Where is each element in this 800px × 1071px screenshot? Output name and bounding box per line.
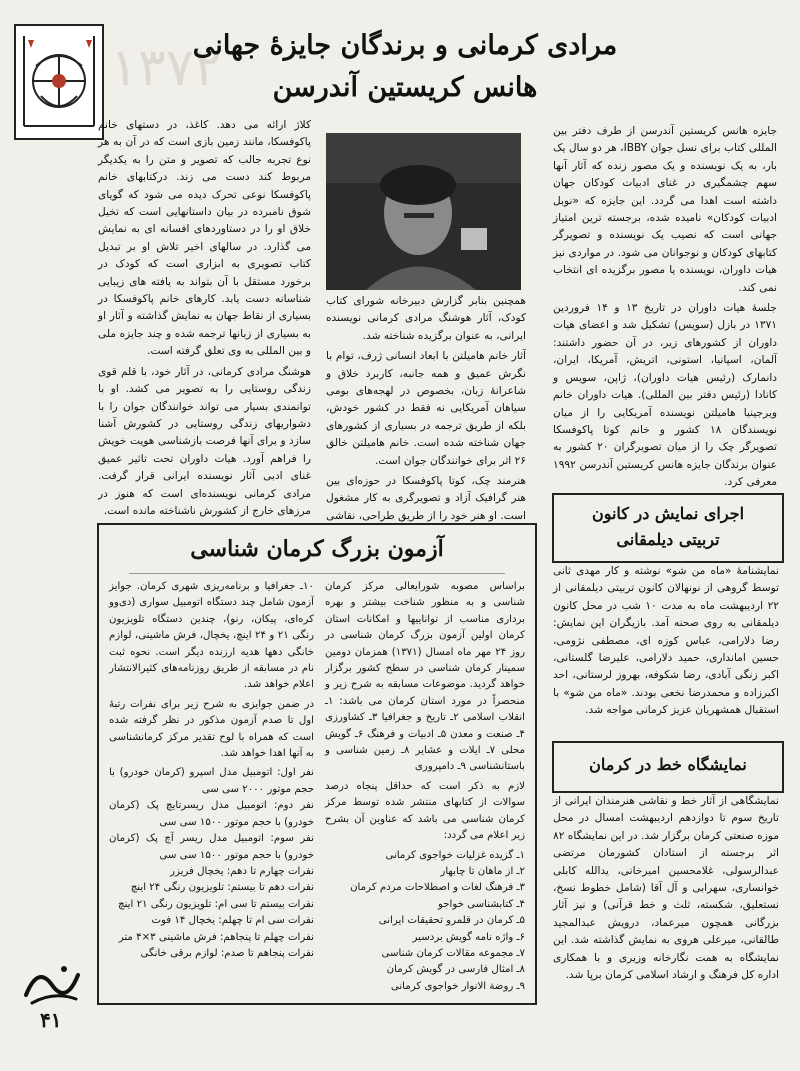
page-number: ۴۱ bbox=[40, 1008, 62, 1032]
book-list bbox=[325, 848, 525, 996]
calligraphy-article-body bbox=[553, 793, 779, 998]
list-item: ۱ـ گزیده غزلیات خواجوی کرمانی bbox=[385, 849, 525, 861]
column-middle bbox=[326, 293, 526, 522]
paragraph: ۱۰ـ جغرافیا و برنامه‌ریزی شهری کرمان. جوایز آزمون شامل چند دستگاه اتومبیل سواری (دی‌وو کره‌ای، پیکان، رنو)، چندین دستگاه تلویزیون رنگی ۲۱ و ۲۴ اینچ، یخچال، فرش ماشینی، لوازم خانگی دهها هدیه ارزنده دیگر است. نحوه ثبت نام در مسابقه از طریق روزنامه‌های کثیرالانتشار اعلام خواهد شد. bbox=[109, 581, 314, 691]
list-item: نفرات دهم تا بیستم: تلویزیون رنگی ۲۴ اینچ bbox=[130, 882, 314, 894]
list-item: ۳ـ فرهنگ لغات و اصطلاحات مردم کرمان bbox=[350, 882, 525, 894]
paragraph: در ضمن جوایزی به شرح زیر برای نفرات رتبۀ اول تا صدم آزمون مذکور در نظر گرفته شده است که همراه با لوح تقدیر مرکز کرمانشناسی به آنها اهدا خواهد شد. bbox=[109, 698, 314, 760]
list-item: نفر اول: اتومبیل مدل اسپرو (کرمان خودرو) با حجم موتور ۲۰۰۰ سی سی bbox=[109, 767, 314, 795]
background-numerals: ۱۳۷۲ bbox=[110, 38, 222, 98]
heading-box-play bbox=[552, 493, 784, 563]
list-item: ۶ـ واژه نامه گویش بردسیر bbox=[412, 931, 525, 943]
paragraph: آثار خانم هامیلتن با ابعاد انسانی ژرف، توام با نگرش عمیق و همه جانبه، کاربرد خلاق و شاعرانۀ زبان، بخصوص در لهجه‌های بومی سیاهان آمریکایی نه فقط در کشور خودش، بلکه از طریق ترجمه در بسیاری از کشورهای جهان شناخته شده است. خانم هامیلتن خالق ۲۶ اثر برای خوانندگان جوان است. bbox=[326, 350, 526, 467]
paragraph: نمایشنامۀ «ماه من شو» نوشته و کار مهدی ثانی توسط گروهی از نونهالان کانون تربیتی دیلمقانی از ۲۲ اردیبهشت ماه به مدت ۱۰ شب در محل کانون دیلمقانی به روی صحنه آمد. بازیگران این نمایش: رضا دلارامی، عباس کوزه ای، مصطفی نژومی، حسین امانداری، حمید دلارامی، علیرضا گلستانی، اکبر زنگی آبادی، رضا شکوفه، بهروز لرستانی، احد اکبرزاده و محمدرضا نخعی بودند. «ماه من شو» با استقبال همشهریان عزیز کرمانی مواجه شد. bbox=[553, 565, 779, 717]
list-item: ۲ـ از ماهان تا چابهار bbox=[440, 865, 525, 877]
paragraph: هنرمند چک، کوتا پاکوفسکا در حوزه‌ای بین هنر گرافیک آزاد و تصویرگری به کار مشغول است. او هنر خود را از طریق طراحی، نقاشی bbox=[326, 475, 526, 522]
list-item: نفرات چهلم تا پنجاهم: فرش ماشینی ۳×۴ متر bbox=[118, 931, 314, 943]
logo-emblem-icon bbox=[16, 26, 102, 138]
list-item: نفرات چهارم تا دهم: یخچال فریزر bbox=[170, 865, 314, 877]
list-item: نفرات پنجاهم تا صدم: لوازم برقی خانگی bbox=[140, 947, 314, 959]
column-left bbox=[98, 117, 311, 517]
list-item: نفر سوم: اتومبیل مدل ریسر آچ پک (کرمان خودرو) با حجم موتور ۱۵۰۰ سی سی bbox=[109, 833, 314, 861]
prize-list bbox=[109, 765, 314, 962]
box-heading: آزمون بزرگ کرمان شناسی bbox=[129, 525, 505, 574]
portrait-photo bbox=[326, 133, 521, 290]
paragraph: کلاژ ارائه می دهد. کاغذ، در دستهای خانم پاکوفسکا، مانند زمین بازی است که در آن به هر نوع تجربه جالب که تصویر و متن را به یکدیگر مربوط کند دست می زند. درکتابهای خانم پاکوفسکا نوعی تحرک دیده می شود که گویای شوق نامبرده در بیان داستانهایی است که تخیل خلاق او را در دستاوردهای افسانه ای به نمایش می گذارد. در سالهای اخیر تلاش او بر تبدیل کتاب تصویری به ابزاری است که کودک در برخورد مستقل با آن بتواند به یافته های زیبایی شناسانه دست یابد. کارهای خانم پاکوفسکا در بسیاری از نقاط جهان به نمایش گذاشته و آثار او به بسیاری از زبانها ترجمه شده و چند جایزه ملی و بین المللی به وی تعلق گرفته است. bbox=[98, 119, 311, 358]
paragraph: براساس مصوبه شورایعالی مرکز کرمان شناسی و به منظور شناخت بیشتر و بهره برداری مناسب از تواناییها و امکانات استان کرمان اولین آزمون بزرگ کرمان شناسی در روز ۲۴ مهر ماه امسال (۱۳۷۱) همزمان دومین سمینار کرمان شناسی در سطح کشور برگزار خواهد گردید. موضوعات مسابقه به شرح زیر و منحصراً در مورد استان کرمان می باشد: ۱ـ انقلاب اسلامی ۲ـ تاریخ و جغرافیا ۳ـ کشاورزی ۴ـ صنعت و معدن ۵ـ ادبیات و فرهنگ ۶ـ گویش محلی ۷ـ ایلات و عشایر ۸ـ زمین شناسی و باستانشناسی ۹ـ دامپروری bbox=[325, 581, 526, 773]
paragraph: جایزه هانس کریستین آندرسن از طرف دفتر بین المللی کتاب برای نسل جوان IBBY، هر دو سال یک بار، به یک نویسنده و یک مصور زنده که آثار آنها سهم چشمگیری در غنای ادبیات کودکان جهان داشته است اهدا می گردد. این جایزه که «نوبل ادبیات کودکان» نامیده شده، برجسته ترین امتیاز جهانی است که نصیب یک نویسنده و تصویرگر کتابهای کودکان و نوجوانان می شود. در مواردی نیز هیات داوران، نویسنده یا مصور برگزیده ای انتخاب نمی کند. bbox=[553, 125, 777, 294]
calligraphy-logo-icon bbox=[18, 955, 88, 1011]
list-item: ۸ـ امثال فارسی در گویش کرمان bbox=[386, 964, 525, 976]
list-item: نفر دوم: اتومبیل مدل ریسرتایچ پک (کرمان خودرو) با حجم موتور ۱۵۰۰ سی سی bbox=[109, 800, 314, 828]
box-heading-line-2: تربیتی دیلمقانی bbox=[616, 530, 720, 549]
list-item: ۴ـ کتابشناسی خواجو bbox=[437, 898, 525, 910]
kerman-logotype bbox=[18, 955, 88, 1011]
box-heading-line-1: اجرای نمایش در کانون bbox=[591, 504, 745, 523]
exam-column-left bbox=[109, 579, 314, 997]
paragraph: نمایشگاهی از آثار خط و نقاشی هنرمندان ایرانی از تاریخ سوم تا دوازدهم اردیبهشت امسال در محل موزه صنعتی کرمان برگزار شد. در این نمایشگاه ۸۲ اثر برجسته از استادان کشورمان مرتضی عبدالرسولی، غلامحسین امیرخانی، یدالله کابلی خوانساری، سهرابی و آل آقا (شامل خطوط نسخ، نستعلیق، شکسته، ثلث و خط قرآنی) و نیز آثار بزرگانی همچون میرعماد، درویش عبدالمجید طالقانی، میرعلی هروی به نمایش گذاشته شد. این نمایشگاه به همت نگارخانه وزیری و با همکاری اداره کل فرهنگ و ارشاد اسلامی کرمان برپا شد. bbox=[553, 795, 779, 982]
article-title bbox=[175, 25, 635, 109]
column-right bbox=[553, 123, 777, 491]
list-item: ۵ـ کرمان در قلمرو تحقیقات ایرانی bbox=[378, 915, 525, 927]
box-heading: نمایشگاه خط در کرمان bbox=[589, 755, 747, 774]
magazine-logo bbox=[14, 24, 104, 140]
portrait-image bbox=[326, 133, 521, 290]
paragraph: هوشنگ مرادی کرمانی، در آثار خود، با قلم قوی زندگی روستایی را به تصویر می کشد. او با توانمندی بسیار می تواند خوانندگان جوان را با دشواریهای زندگی روستایی در کشورش آشنا سازد و برای آنها فرصت بازشناسی هویت خویش را فراهم آورد. هیات داوران تحت تاثیر عمیق غنای ادبی آثار نویسنده ایرانی قرار گرفت. مرادی کرمانی نویسنده‌ای است که هنوز در مرزهای خارج از کشورش ناشناخته مانده است. bbox=[98, 365, 311, 517]
title-line-1: مرادی کرمانی و برندگان جایزۀ جهانی bbox=[192, 30, 618, 61]
paragraph: جلسۀ هیات داوران در تاریخ ۱۳ و ۱۴ فروردین ۱۳۷۱ در بازل (سویس) تشکیل شد و اعضای هیات داوران از کشورهای زیر، در آن حضور داشتند: آلمان، اسپانیا، استونی، اتریش، آمریکا، ایران، دانمارک (رئیس هیات داوران)، ژاپن، سویس و کانادا (رئیس دفتر بین المللی). هیات داوران خانم ویرجینیا هامیلتن نویسنده آمریکایی را از میان نویسندگان ۱۸ کشور و خانم کوتا پاکوفسکا تصویرگر چک را از میان تصویرگران ۲۰ کشور به عنوان برندگان جایزه هانس کریستین آندرسن ۱۹۹۲ معرفی کرد. bbox=[553, 302, 777, 489]
title-line-2: هانس کریستین آندرسن bbox=[272, 72, 538, 103]
list-item: نفرات بیستم تا سی ام: تلویزیون رنگی ۲۱ اینچ bbox=[118, 898, 314, 910]
list-item: ۹ـ روضة الانوار خواجوی کرمانی bbox=[390, 980, 525, 992]
paragraph: همچنین بنابر گزارش دبیرخانه شورای کتاب کودک، آثار هوشنگ مرادی کرمانی نویسنده ایرانی، به عنوان برگزیده شناخته شد. bbox=[326, 295, 526, 342]
heading-box-calligraphy bbox=[552, 741, 784, 793]
exam-article-box bbox=[97, 523, 537, 1005]
exam-column-right bbox=[325, 579, 525, 997]
list-item: ۷ـ مجموعه مقالات کرمان شناسی bbox=[381, 947, 525, 959]
play-article-body bbox=[553, 563, 779, 739]
list-item: نفرات سی ام تا چهلم: یخچال ۱۴ فوت bbox=[151, 915, 314, 927]
paragraph: لازم به ذکر است که حداقل پنجاه درصد سوالات از کتابهای منتشر شده توسط مرکز کرمان شناسی می باشد که عناوین آن بشرح زیر اعلام می گردد: bbox=[325, 780, 525, 842]
